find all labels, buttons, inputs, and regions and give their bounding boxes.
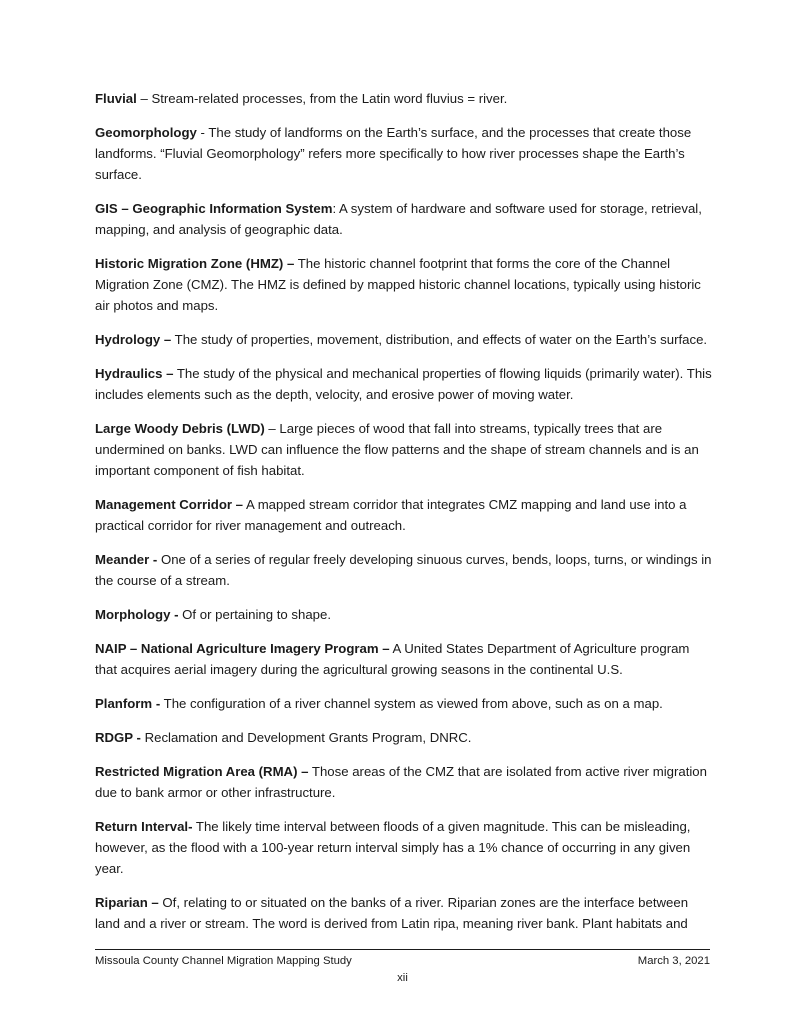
glossary-term: Geomorphology bbox=[95, 125, 197, 140]
glossary-term: RDGP - bbox=[95, 730, 141, 745]
glossary-definition: Those areas of the CMZ that are isolated from active river migration due to bank armor or other infrastructure. bbox=[95, 764, 707, 800]
glossary-entry bbox=[95, 549, 713, 591]
glossary-term: Planform - bbox=[95, 696, 161, 711]
glossary-entry bbox=[95, 693, 713, 714]
glossary-definition: – Large pieces of wood that fall into streams, typically trees that are undermined on banks. LWD can influence the flow patterns and the shape of stream channels and is an important component of fish habitat. bbox=[95, 421, 699, 478]
glossary-entry bbox=[95, 253, 713, 316]
glossary-definition: The study of properties, movement, distribution, and effects of water on the Earth’s surface. bbox=[171, 332, 708, 347]
glossary-entry bbox=[95, 329, 713, 350]
glossary-definition: Of, relating to or situated on the banks of a river. Riparian zones are the interface between land and a river or stream. The word is derived from Latin ripa, meaning river bank. Plant habitats and bbox=[95, 895, 689, 931]
glossary-term: Historic Migration Zone (HMZ) – bbox=[95, 256, 295, 271]
glossary-entry bbox=[95, 727, 713, 748]
glossary-term: Management Corridor – bbox=[95, 497, 244, 512]
glossary-term: Riparian – bbox=[95, 895, 159, 910]
glossary-entry bbox=[95, 761, 713, 803]
footer-date: March 3, 2021 bbox=[637, 955, 710, 967]
glossary-definition: Reclamation and Development Grants Program, DNRC. bbox=[140, 730, 472, 745]
glossary-term: Large Woody Debris (LWD) bbox=[95, 421, 265, 436]
glossary-definition: - The study of landforms on the Earth’s surface, and the processes that create those landforms. “Fluvial Geomorphology” refers more specifically to how river processes shape the Earth’s surface. bbox=[95, 125, 692, 182]
glossary-entry bbox=[95, 816, 713, 879]
glossary-entry bbox=[95, 363, 713, 405]
footer-doc-title: Missoula County Channel Migration Mapping Study bbox=[95, 955, 352, 967]
glossary-definition: A mapped stream corridor that integrates CMZ mapping and land use into a practical corridor for river management and outreach. bbox=[95, 497, 687, 533]
glossary-entry bbox=[95, 604, 713, 625]
footer-divider bbox=[95, 949, 710, 950]
glossary-term: Meander - bbox=[95, 552, 158, 567]
glossary-definition: The configuration of a river channel system as viewed from above, such as on a map. bbox=[160, 696, 663, 711]
footer-row bbox=[95, 954, 710, 968]
glossary-entry bbox=[95, 122, 713, 185]
glossary-definition: Of or pertaining to shape. bbox=[178, 607, 331, 622]
glossary-entry bbox=[95, 892, 713, 934]
glossary-term: Fluvial bbox=[95, 91, 137, 106]
glossary-entry bbox=[95, 198, 713, 240]
glossary-definition: The study of the physical and mechanical properties of flowing liquids (primarily water). This includes elements such as the depth, velocity, and erosive power of moving water. bbox=[95, 366, 712, 402]
glossary-term: Restricted Migration Area (RMA) – bbox=[95, 764, 309, 779]
glossary-entry bbox=[95, 638, 713, 680]
glossary-term: Return Interval- bbox=[95, 819, 193, 834]
glossary-term: NAIP – National Agriculture Imagery Program – bbox=[95, 641, 390, 656]
glossary-definition: The historic channel footprint that forms the core of the Channel Migration Zone (CMZ). The HMZ is defined by mapped historic channel locations, typically using historic air photos and maps. bbox=[95, 256, 701, 313]
glossary-term: Hydraulics – bbox=[95, 366, 174, 381]
glossary-term: Morphology - bbox=[95, 607, 179, 622]
glossary-definition: A United States Department of Agriculture program that acquires aerial imagery during the agricultural growing seasons in the continental U.S. bbox=[95, 641, 690, 677]
glossary-entry bbox=[95, 88, 713, 109]
glossary-term: Hydrology – bbox=[95, 332, 172, 347]
glossary-definition: : A system of hardware and software used for storage, retrieval, mapping, and analysis of geographic data. bbox=[95, 201, 702, 237]
page-number: xii bbox=[397, 972, 408, 984]
page-footer bbox=[95, 949, 710, 985]
glossary-term: GIS – Geographic Information System bbox=[95, 201, 333, 216]
glossary-entry bbox=[95, 494, 713, 536]
glossary-entries bbox=[95, 88, 713, 947]
glossary-definition: One of a series of regular freely developing sinuous curves, bends, loops, turns, or windings in the course of a stream. bbox=[95, 552, 712, 588]
glossary-definition: The likely time interval between floods of a given magnitude. This can be misleading, however, as the flood with a 100-year return interval simply has a 1% chance of occurring in any given year. bbox=[95, 819, 691, 876]
glossary-entry bbox=[95, 418, 713, 481]
glossary-definition: – Stream-related processes, from the Latin word fluvius = river. bbox=[136, 91, 508, 106]
